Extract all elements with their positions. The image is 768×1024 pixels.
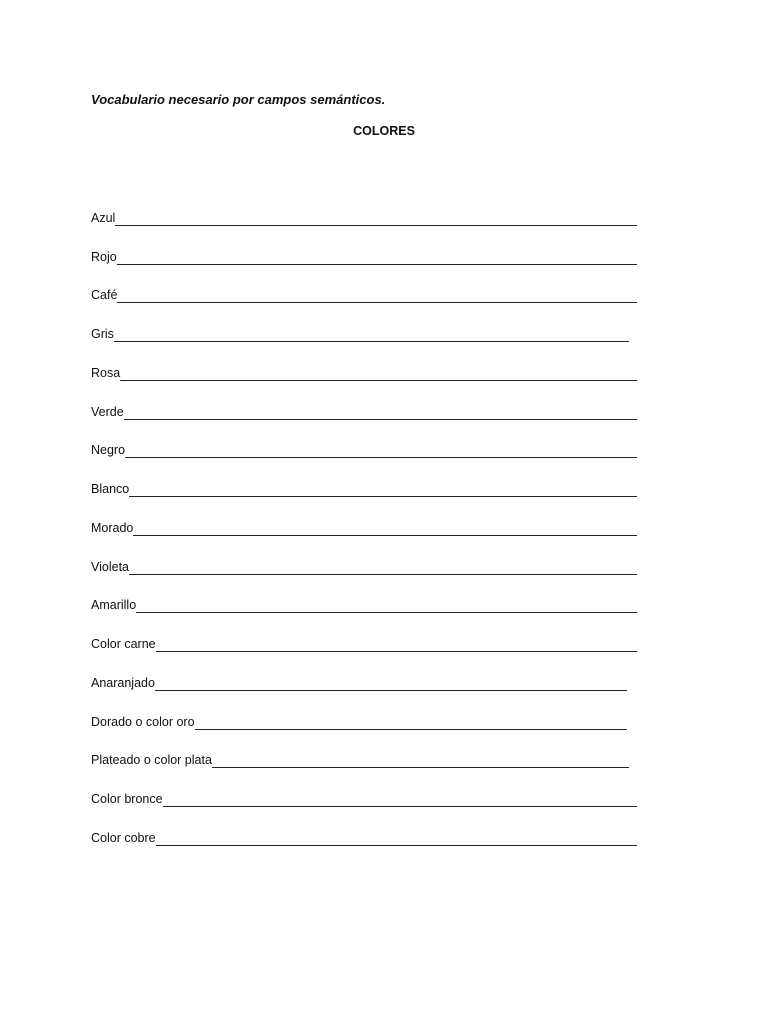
vocabulary-row	[91, 769, 637, 808]
vocabulary-row	[91, 188, 637, 227]
vocabulary-row	[91, 731, 637, 770]
worksheet-title: COLORES	[353, 124, 415, 138]
vocabulary-row	[91, 692, 637, 731]
vocabulary-label: Café	[91, 288, 118, 303]
vocabulary-list	[91, 188, 637, 847]
answer-blank-line	[163, 806, 637, 807]
vocabulary-label: Rojo	[91, 249, 117, 264]
vocabulary-row	[91, 304, 637, 343]
vocabulary-row	[91, 266, 637, 305]
vocabulary-row	[91, 227, 637, 266]
vocabulary-label: Morado	[91, 520, 134, 535]
vocabulary-label: Dorado o color oro	[91, 714, 195, 729]
vocabulary-label: Gris	[91, 327, 114, 341]
answer-blank-line	[195, 729, 627, 730]
vocabulary-row	[91, 537, 637, 576]
vocabulary-label: Verde	[91, 404, 124, 419]
answer-blank-line	[114, 341, 629, 342]
answer-blank-line	[155, 690, 627, 691]
answer-blank-line	[115, 225, 637, 226]
vocabulary-label: Violeta	[91, 559, 129, 574]
vocabulary-label: Color carne	[91, 637, 156, 651]
vocabulary-row	[91, 653, 637, 692]
vocabulary-label: Plateado o color plata	[91, 753, 212, 768]
vocabulary-label: Amarillo	[91, 598, 137, 613]
answer-blank-line	[117, 264, 637, 265]
answer-blank-line	[129, 574, 637, 575]
answer-blank-line	[212, 767, 629, 768]
worksheet-heading: Vocabulario necesario por campos semánticos.	[91, 92, 386, 107]
vocabulary-label: Azul	[91, 210, 116, 225]
answer-blank-line	[129, 496, 637, 497]
vocabulary-row	[91, 808, 637, 847]
vocabulary-label: Rosa	[91, 365, 121, 380]
answer-blank-line	[120, 380, 637, 381]
vocabulary-row	[91, 382, 637, 421]
answer-blank-line	[156, 845, 637, 846]
answer-blank-line	[156, 651, 637, 652]
vocabulary-label: Negro	[91, 443, 126, 458]
vocabulary-row	[91, 421, 637, 460]
answer-blank-line	[124, 419, 637, 420]
vocabulary-row	[91, 459, 637, 498]
answer-blank-line	[133, 535, 637, 536]
vocabulary-label: Color cobre	[91, 830, 156, 845]
vocabulary-label: Color bronce	[91, 792, 163, 806]
answer-blank-line	[117, 302, 637, 303]
vocabulary-label: Anaranjado	[91, 675, 155, 690]
answer-blank-line	[136, 612, 637, 613]
vocabulary-label: Blanco	[91, 482, 130, 496]
vocabulary-row	[91, 343, 637, 382]
vocabulary-row	[91, 614, 637, 653]
vocabulary-row	[91, 498, 637, 537]
vocabulary-row	[91, 576, 637, 615]
answer-blank-line	[125, 457, 637, 458]
